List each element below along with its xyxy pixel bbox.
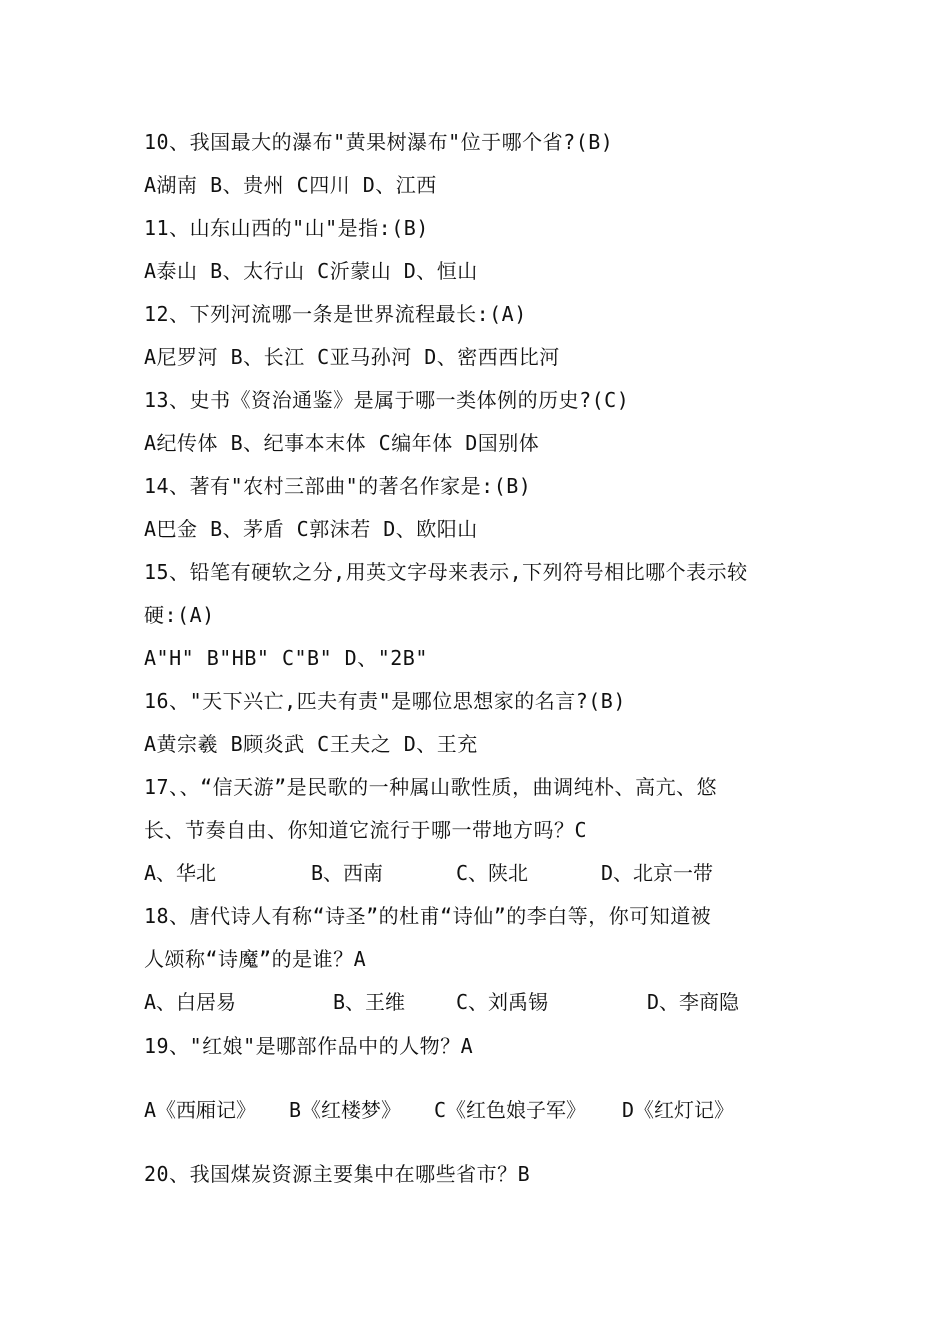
question-17: 17、、“信天游”是民歌的一种属山歌性质，曲调纯朴、高亢、悠 (144, 775, 718, 799)
question-12: 12、下列河流哪一条是世界流程最长:(A) (144, 302, 527, 326)
question-15-cont: 硬:(A) (144, 603, 215, 627)
option-b: B、王维 (333, 990, 406, 1014)
option-d: D《红灯记》 (622, 1098, 735, 1122)
options-14: A巴金 B、茅盾 C郭沫若 D、欧阳山 (144, 517, 478, 541)
options-16: A黄宗羲 B顾炎武 C王夫之 D、王充 (144, 732, 478, 756)
question-18-cont: 人颂称“诗魔”的是谁？A (144, 947, 367, 971)
question-11: 11、山东山西的"山"是指:(B) (144, 216, 429, 240)
options-10: A湖南 B、贵州 C四川 D、江西 (144, 173, 437, 197)
option-b: B、西南 (311, 861, 384, 885)
option-d: D、北京一带 (601, 861, 714, 885)
question-10: 10、我国最大的瀑布"黄果树瀑布"位于哪个省?(B) (144, 130, 614, 154)
options-12: A尼罗河 B、长江 C亚马孙河 D、密西西比河 (144, 345, 560, 369)
question-13: 13、史书《资治通鉴》是属于哪一类体例的历史?(C) (144, 388, 630, 412)
options-11: A泰山 B、太行山 C沂蒙山 D、恒山 (144, 259, 478, 283)
option-c: C、陕北 (456, 861, 529, 885)
options-18 (144, 988, 844, 1016)
question-20: 20、我国煤炭资源主要集中在哪些省市？B (144, 1162, 531, 1186)
question-15: 15、铅笔有硬软之分,用英文字母来表示,下列符号相比哪个表示较 (144, 560, 748, 584)
question-18: 18、唐代诗人有称“诗圣”的杜甫“诗仙”的李白等，你可知道被 (144, 904, 712, 928)
options-15: A"H" B"HB" C"B" D、"2B" (144, 646, 428, 670)
option-d: D、李商隐 (647, 990, 740, 1014)
question-14: 14、著有"农村三部曲"的著名作家是:(B) (144, 474, 532, 498)
options-19 (144, 1096, 844, 1124)
options-13: A纪传体 B、纪事本末体 C编年体 D国别体 (144, 431, 540, 455)
question-16: 16、"天下兴亡,匹夫有责"是哪位思想家的名言?(B) (144, 689, 626, 713)
option-a: A《西厢记》 (144, 1098, 257, 1122)
option-a: A、华北 (144, 861, 217, 885)
option-c: C、刘禹锡 (456, 990, 549, 1014)
option-c: C《红色娘子军》 (434, 1098, 587, 1122)
question-19: 19、"红娘"是哪部作品中的人物？A (144, 1034, 474, 1058)
option-a: A、白居易 (144, 990, 237, 1014)
question-17-cont: 长、节奏自由、你知道它流行于哪一带地方吗？C (144, 818, 588, 842)
option-b: B《红楼梦》 (289, 1098, 402, 1122)
options-17 (144, 859, 844, 887)
